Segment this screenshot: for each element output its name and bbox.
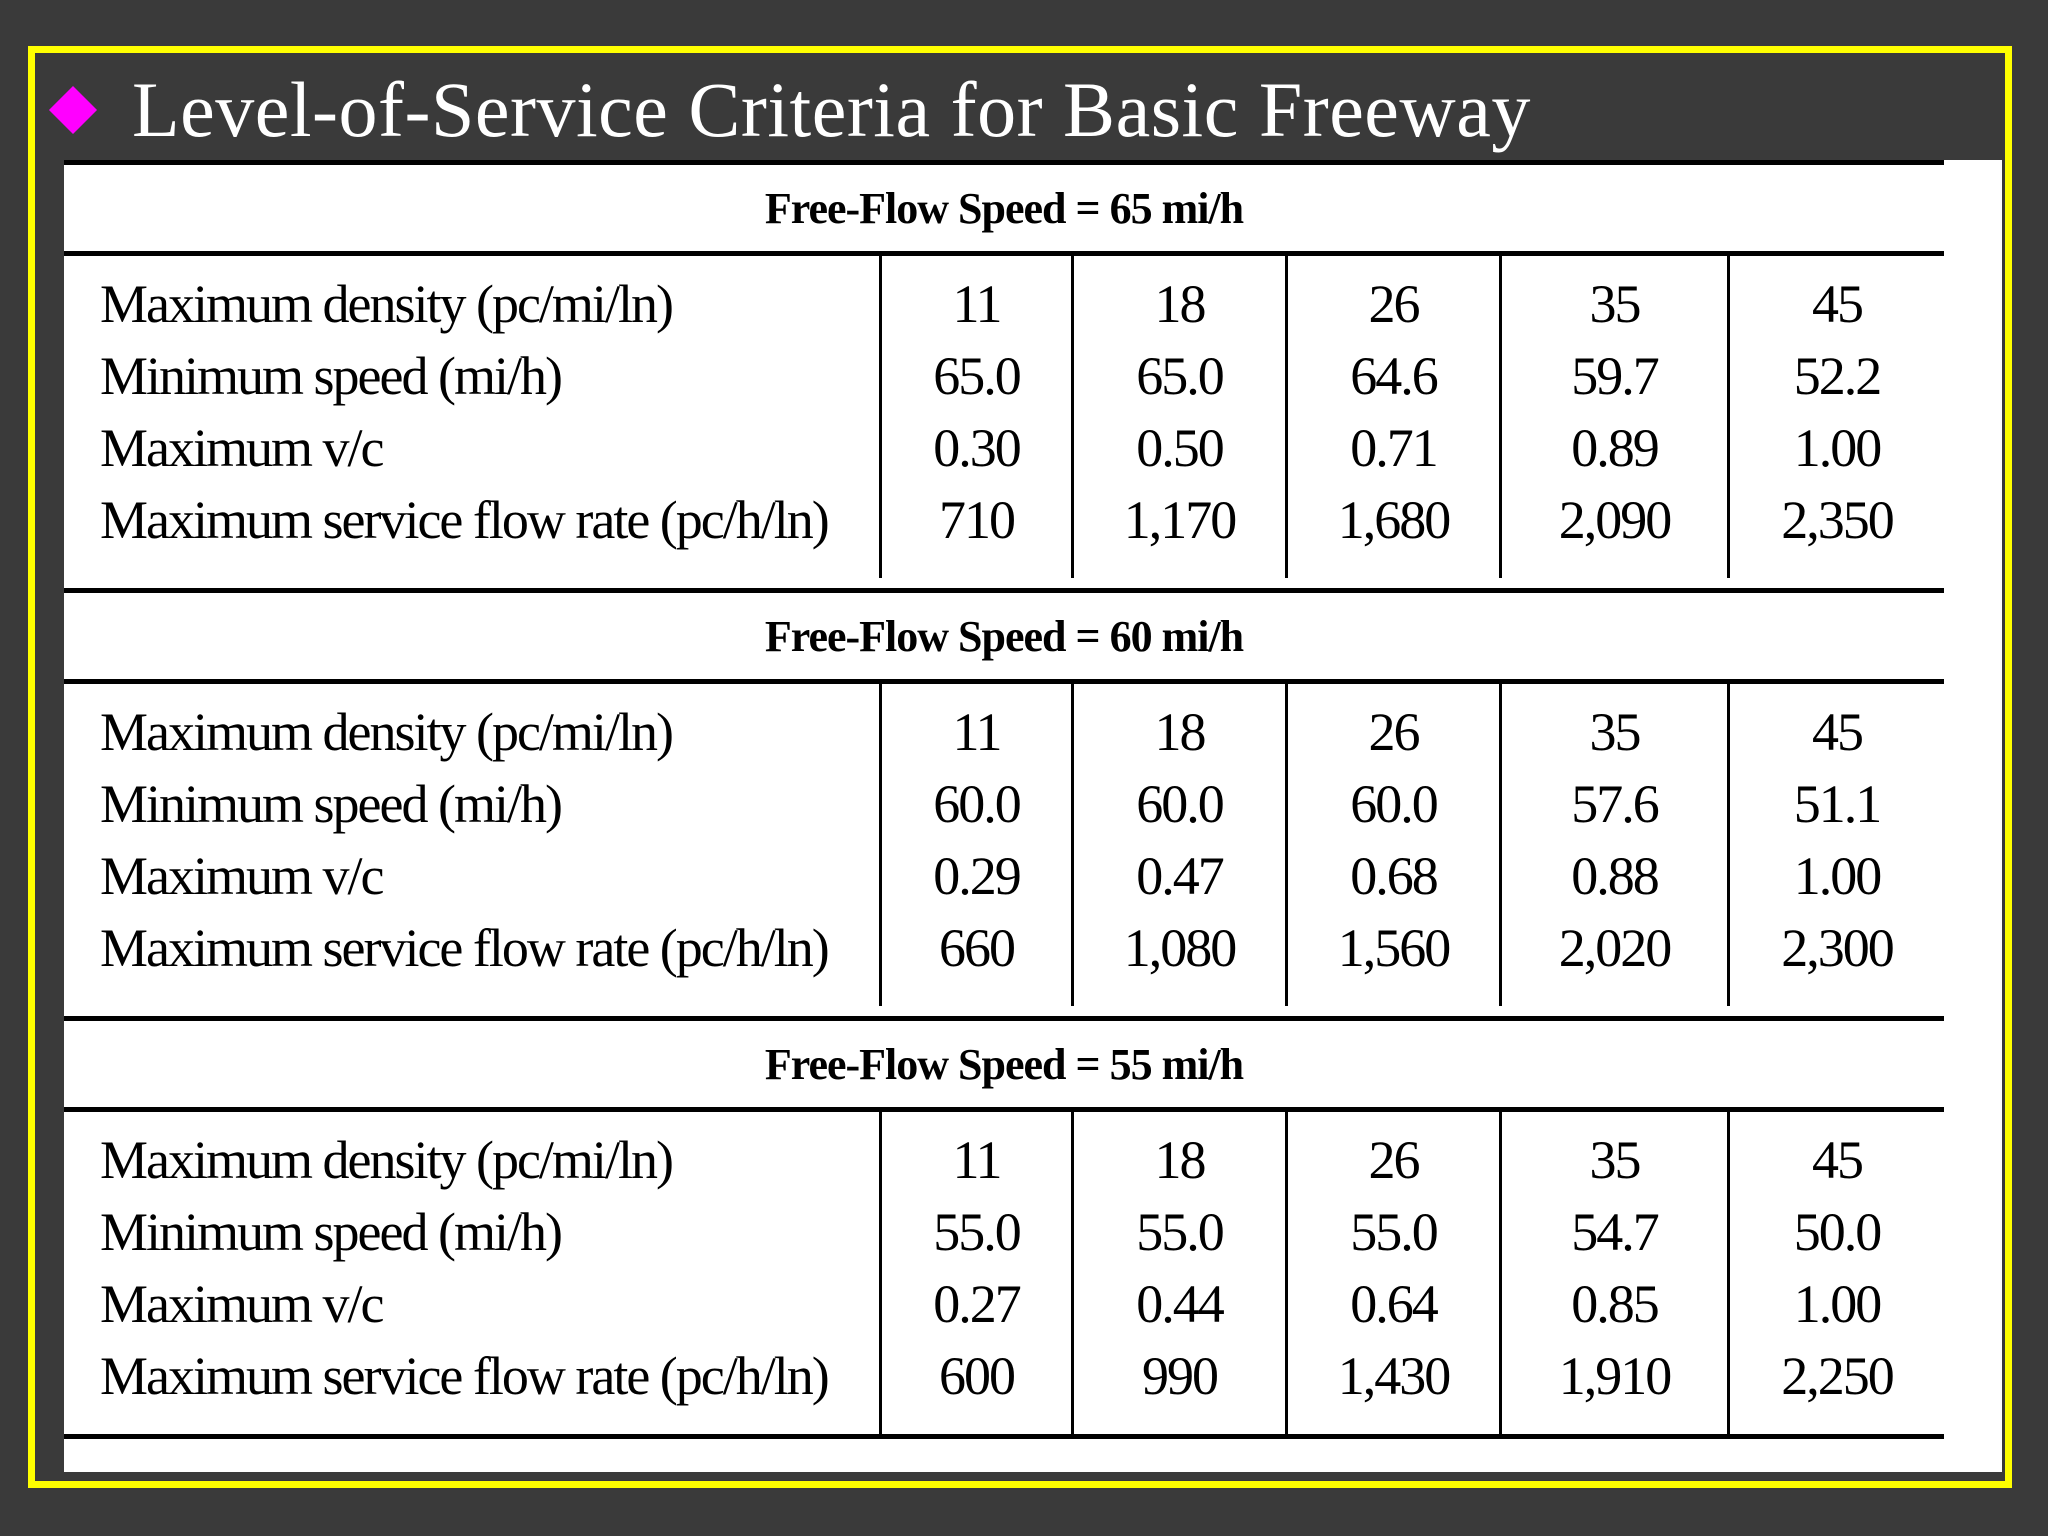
table-cell: 65.0 xyxy=(1136,346,1223,406)
row-label-max-flow: Maximum service flow rate (pc/h/ln) xyxy=(100,490,828,550)
table-cell: 35 xyxy=(1589,702,1640,762)
table-cell: 18 xyxy=(1154,274,1205,334)
los-column-e xyxy=(1730,256,1944,578)
row-label-max-flow: Maximum service flow rate (pc/h/ln) xyxy=(100,1346,828,1406)
table-cell: 710 xyxy=(939,490,1014,550)
los-column-a xyxy=(882,684,1074,1006)
table-cell: 60.0 xyxy=(1136,774,1223,834)
los-column-c xyxy=(1288,684,1502,1006)
table-cell: 1.00 xyxy=(1793,846,1881,906)
diamond-bullet-icon xyxy=(49,86,97,134)
table-cell: 45 xyxy=(1812,1130,1862,1190)
table-cell: 2,250 xyxy=(1781,1346,1893,1406)
row-label-max-vc: Maximum v/c xyxy=(100,1274,383,1334)
table-cell: 1,910 xyxy=(1558,1346,1671,1406)
table-cell: 51.1 xyxy=(1793,774,1881,834)
row-label-min-speed: Minimum speed (mi/h) xyxy=(100,1202,561,1262)
table-cell: 11 xyxy=(952,702,1001,762)
table-cell: 0.47 xyxy=(1136,846,1223,906)
table-cell: 0.68 xyxy=(1350,846,1437,906)
los-column-a xyxy=(882,256,1074,578)
table-cell: 64.6 xyxy=(1350,346,1437,406)
table-cell: 55.0 xyxy=(1350,1202,1437,1262)
section-body-55 xyxy=(64,1112,1944,1439)
los-column-d xyxy=(1502,684,1730,1006)
table-cell: 1,680 xyxy=(1337,490,1450,550)
row-label-max-flow: Maximum service flow rate (pc/h/ln) xyxy=(100,918,828,978)
table-cell: 52.2 xyxy=(1793,346,1881,406)
table-cell: 0.30 xyxy=(933,418,1020,478)
table-cell: 0.64 xyxy=(1350,1274,1437,1334)
table-cell: 1,170 xyxy=(1123,490,1236,550)
row-label-max-density: Maximum density (pc/mi/ln) xyxy=(100,1130,672,1190)
table-cell: 0.88 xyxy=(1571,846,1658,906)
table-cell: 0.71 xyxy=(1350,418,1437,478)
table-cell: 11 xyxy=(952,274,1001,334)
row-label-max-density: Maximum density (pc/mi/ln) xyxy=(100,274,672,334)
section-header-55: Free-Flow Speed = 55 mi/h xyxy=(64,1016,1944,1112)
table-cell: 45 xyxy=(1812,274,1862,334)
table-cell: 2,300 xyxy=(1781,918,1893,978)
table-cell: 57.6 xyxy=(1571,774,1658,834)
los-column-d xyxy=(1502,256,1730,578)
table-cell: 2,020 xyxy=(1558,918,1671,978)
section-header-60: Free-Flow Speed = 60 mi/h xyxy=(64,588,1944,684)
table-cell: 26 xyxy=(1368,702,1419,762)
table-cell: 55.0 xyxy=(1136,1202,1223,1262)
table-cell: 26 xyxy=(1368,1130,1419,1190)
table-cell: 0.89 xyxy=(1571,418,1658,478)
table-cell: 1,080 xyxy=(1123,918,1236,978)
table-cell: 0.27 xyxy=(933,1274,1020,1334)
table-cell: 55.0 xyxy=(933,1202,1020,1262)
table-cell: 2,350 xyxy=(1781,490,1893,550)
table-cell: 0.44 xyxy=(1136,1274,1223,1334)
table-cell: 0.50 xyxy=(1136,418,1223,478)
los-column-b xyxy=(1074,256,1288,578)
table-cell: 45 xyxy=(1812,702,1862,762)
table-cell: 59.7 xyxy=(1571,346,1658,406)
table-cell: 990 xyxy=(1142,1346,1217,1406)
table-cell: 60.0 xyxy=(1350,774,1437,834)
table-cell: 35 xyxy=(1589,1130,1640,1190)
table-cell: 660 xyxy=(939,918,1014,978)
los-column-c xyxy=(1288,1112,1502,1434)
table-cell: 2,090 xyxy=(1558,490,1671,550)
table-cell: 65.0 xyxy=(933,346,1020,406)
table-cell: 50.0 xyxy=(1793,1202,1881,1262)
slide-title-bar xyxy=(56,60,1531,160)
table-cell: 26 xyxy=(1368,274,1419,334)
los-column-d xyxy=(1502,1112,1730,1434)
table-cell: 0.29 xyxy=(933,846,1020,906)
los-table xyxy=(64,160,2002,1472)
row-labels-column xyxy=(64,1112,882,1434)
row-label-min-speed: Minimum speed (mi/h) xyxy=(100,346,561,406)
table-cell: 1.00 xyxy=(1793,1274,1881,1334)
row-label-max-vc: Maximum v/c xyxy=(100,418,383,478)
section-body-60 xyxy=(64,684,1944,1006)
section-header-65: Free-Flow Speed = 65 mi/h xyxy=(64,160,1944,256)
table-cell: 18 xyxy=(1154,1130,1205,1190)
table-cell: 60.0 xyxy=(933,774,1020,834)
table-cell: 11 xyxy=(952,1130,1001,1190)
los-column-e xyxy=(1730,1112,1944,1434)
table-cell: 600 xyxy=(939,1346,1014,1406)
table-cell: 1,560 xyxy=(1337,918,1450,978)
table-cell: 54.7 xyxy=(1571,1202,1658,1262)
los-column-e xyxy=(1730,684,1944,1006)
section-body-65 xyxy=(64,256,1944,578)
row-label-max-vc: Maximum v/c xyxy=(100,846,383,906)
row-label-max-density: Maximum density (pc/mi/ln) xyxy=(100,702,672,762)
los-column-b xyxy=(1074,684,1288,1006)
table-cell: 0.85 xyxy=(1571,1274,1658,1334)
row-labels-column xyxy=(64,256,882,578)
los-column-c xyxy=(1288,256,1502,578)
table-cell: 1,430 xyxy=(1337,1346,1450,1406)
table-cell: 18 xyxy=(1154,702,1205,762)
los-column-a xyxy=(882,1112,1074,1434)
slide-title: Level-of-Service Criteria for Basic Freeway xyxy=(132,66,1531,153)
row-labels-column xyxy=(64,684,882,1006)
los-column-b xyxy=(1074,1112,1288,1434)
table-cell: 1.00 xyxy=(1793,418,1881,478)
table-cell: 35 xyxy=(1589,274,1640,334)
row-label-min-speed: Minimum speed (mi/h) xyxy=(100,774,561,834)
